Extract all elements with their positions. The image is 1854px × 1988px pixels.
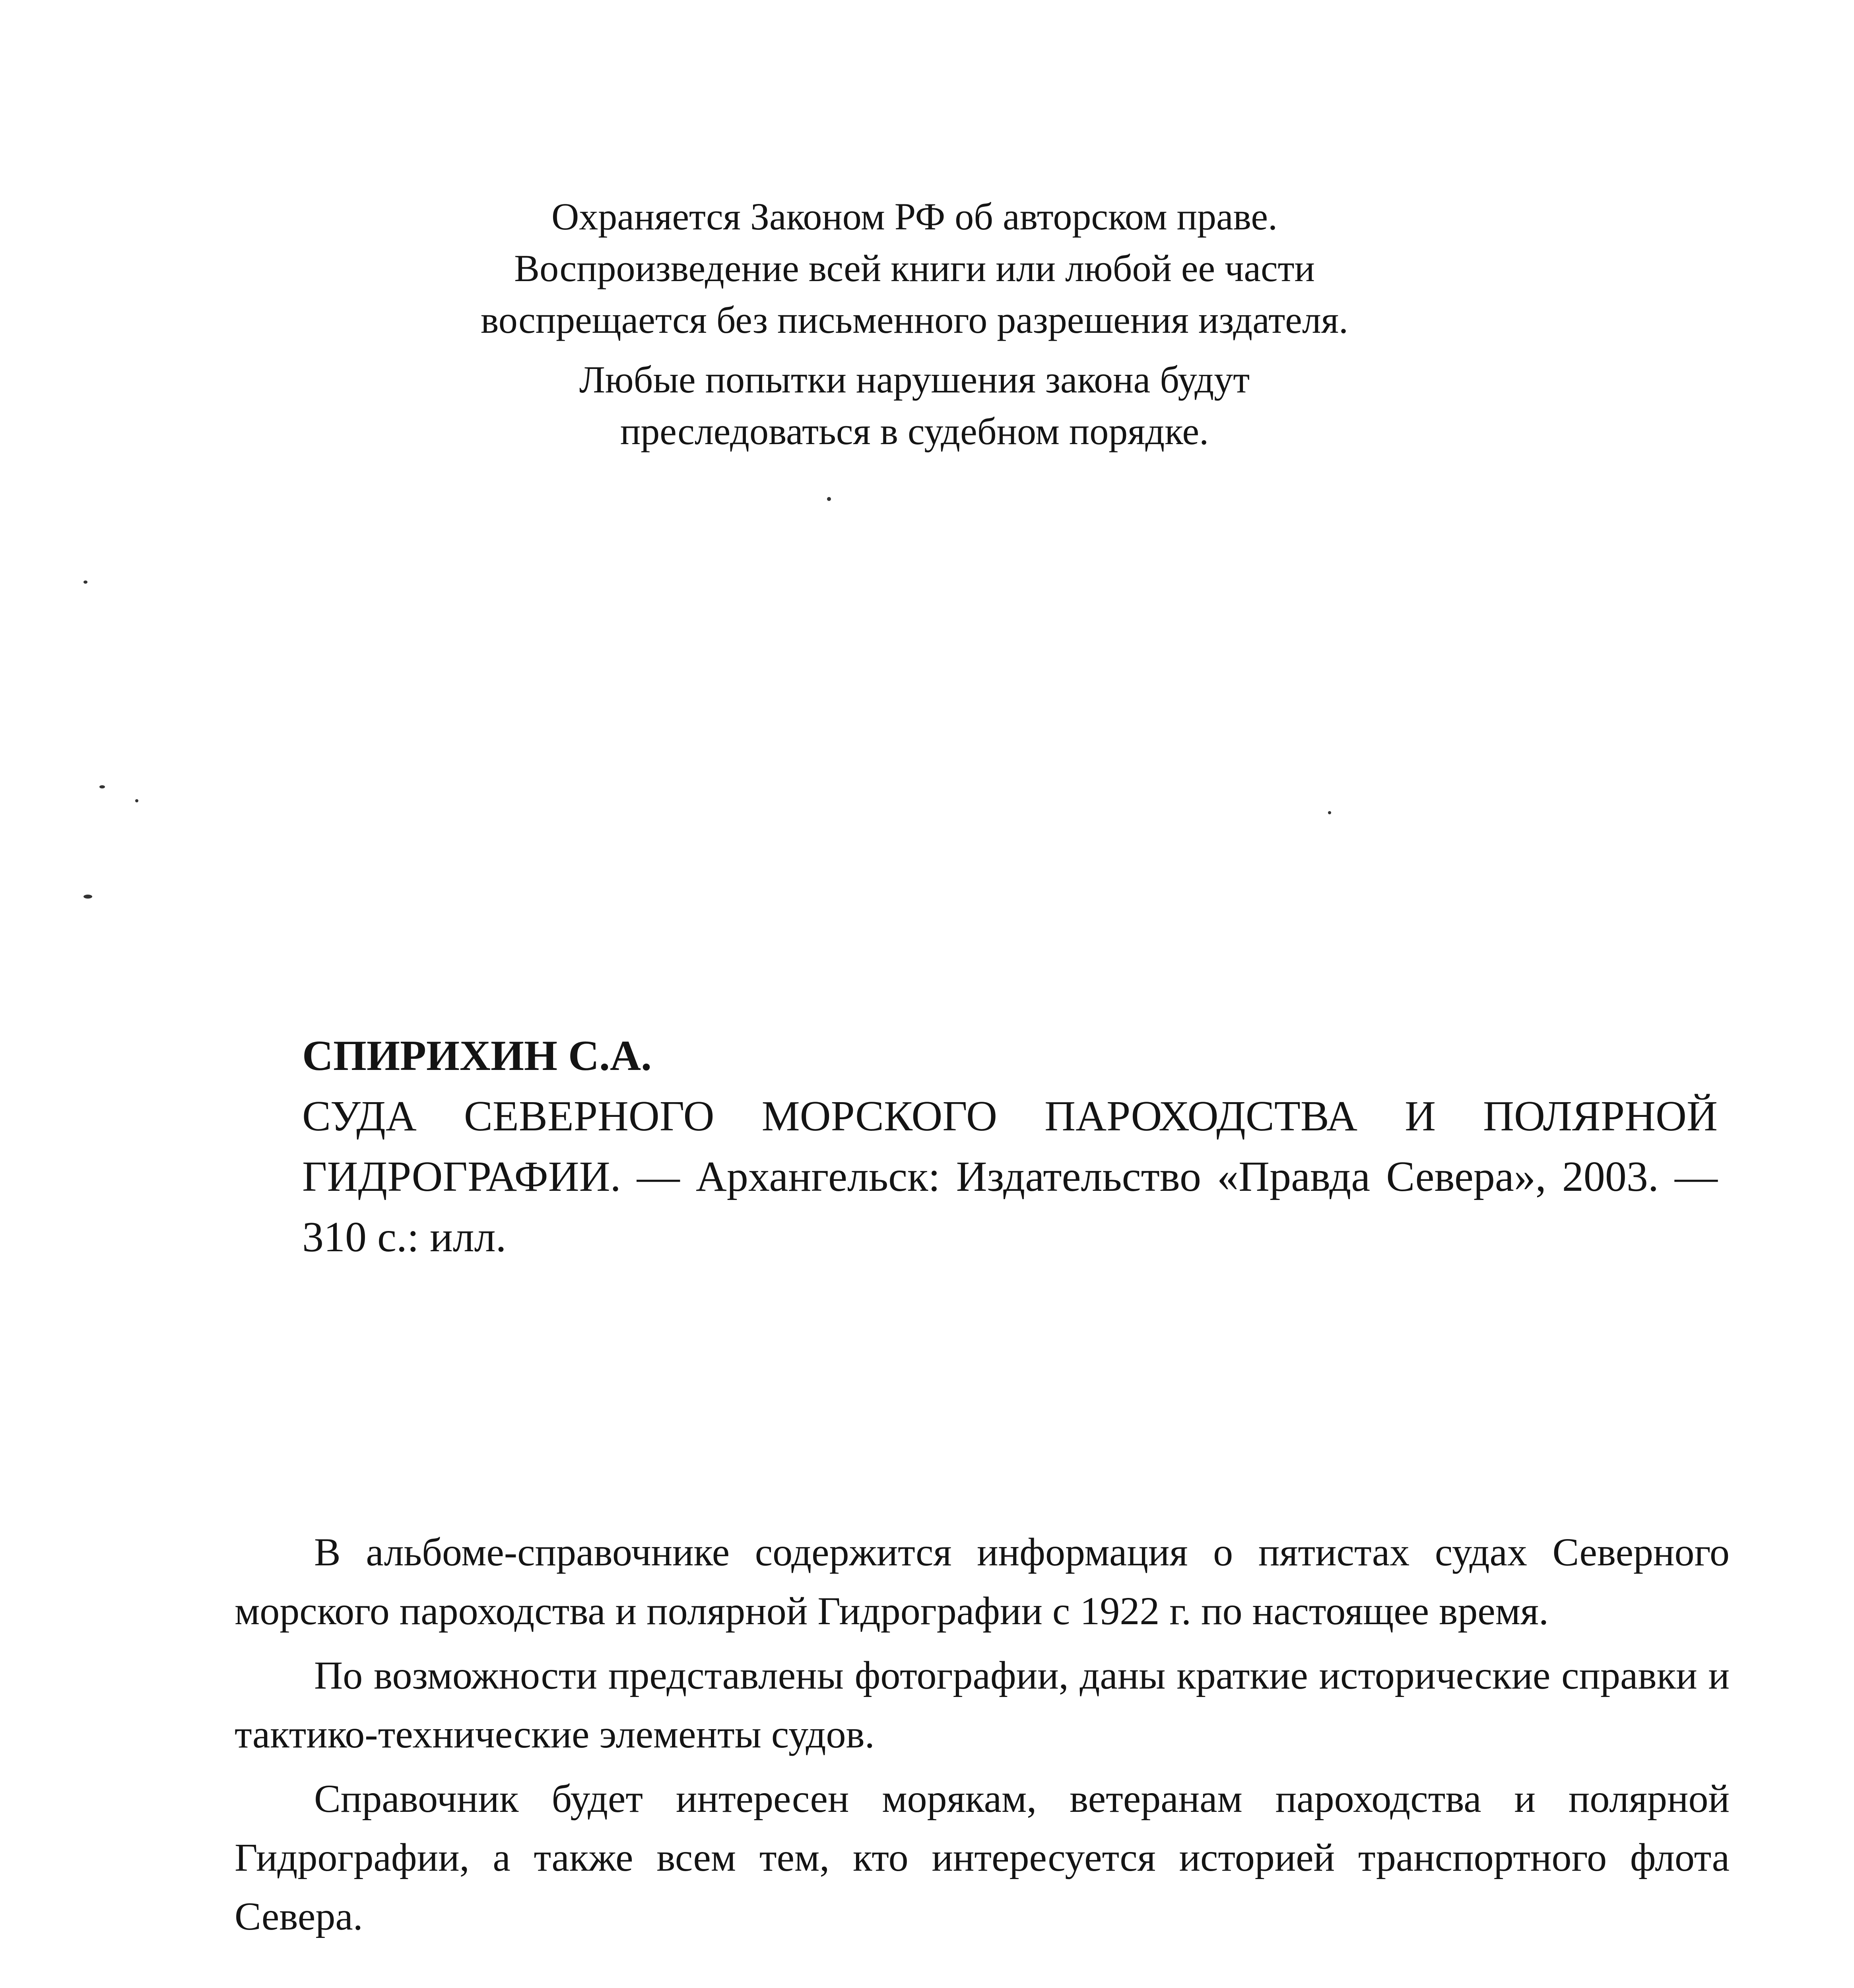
annotation-paragraph-2: По возможности представлены фотографии, даны краткие исторические справки и тактико-технические элементы судов. xyxy=(235,1653,1730,1756)
notice-line-5: преследоваться в судебном порядке. xyxy=(620,410,1209,452)
notice-line-4: Любые попытки нарушения закона будут xyxy=(579,358,1250,401)
author-name: СПИРИХИН С.А. xyxy=(302,1032,652,1079)
scan-speck xyxy=(83,895,92,899)
notice-line-1: Охраняется Законом РФ об авторском праве. xyxy=(551,195,1278,238)
scan-speck xyxy=(827,497,831,501)
book-title-entry: СУДА СЕВЕРНОГО МОРСКОГО ПАРОХОДСТВА И ПОЛЯРНОЙ ГИДРОГРАФИИ. — Архангельск: Издательство «Правда Севера», 2003. — 310 с.: илл. xyxy=(302,1093,1718,1261)
notice-line-2: Воспроизведение всей книги или любой ее части xyxy=(514,247,1315,289)
scan-speck xyxy=(99,785,105,788)
scan-speck xyxy=(1328,811,1331,814)
annotation-paragraph-3: Справочник будет интересен морякам, ветеранам пароходства и полярной Гидрографии, а также всем тем, кто интересуется историей транспортного флота Севера. xyxy=(235,1776,1730,1938)
bibliographic-entry xyxy=(302,1026,1718,1268)
copyright-notice xyxy=(358,191,1471,457)
scan-speck xyxy=(83,580,87,584)
notice-line-3: воспрещается без письменного разрешения издателя. xyxy=(481,299,1348,341)
annotation-paragraph-1: В альбоме-справочнике содержится информация о пятистах судах Северного морского пароходства и полярной Гидрографии с 1922 г. по настоящее время. xyxy=(235,1530,1730,1633)
scan-speck xyxy=(135,799,138,802)
annotation xyxy=(235,1523,1730,1951)
